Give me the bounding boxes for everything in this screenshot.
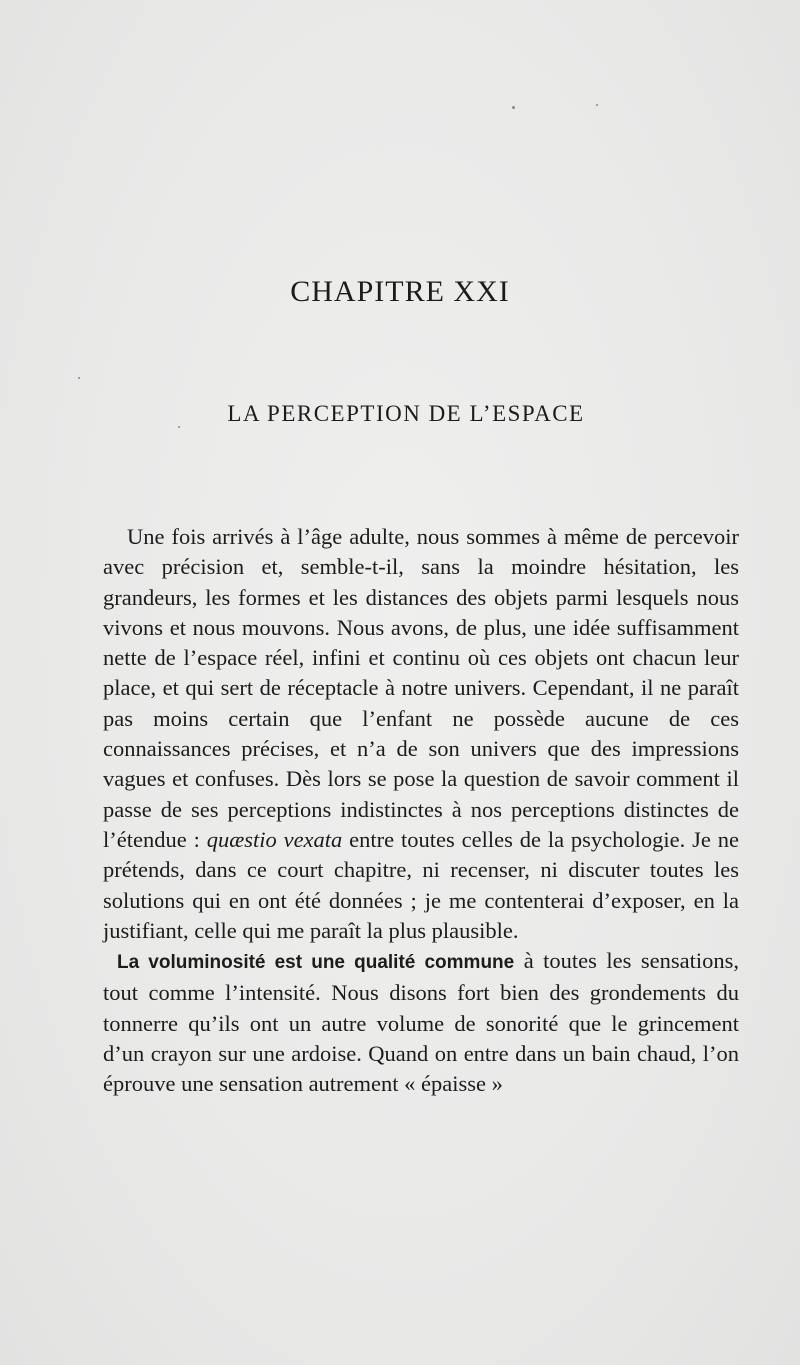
paragraph-2-lead: La voluminosité est une qualité commune [117, 952, 515, 974]
paragraph-2 [103, 946, 739, 1099]
paper-speck [512, 106, 515, 109]
latin-phrase: quæstio vexata [206, 826, 343, 852]
chapter-body [103, 522, 739, 1100]
paper-speck [78, 377, 80, 379]
paragraph-1 [103, 522, 739, 946]
paper-speck [596, 104, 598, 106]
paragraph-1-text-b: entre toutes celles de la psychologie. Je ne prétends, dans ce court chapitre, ni recenser, ni discuter toutes les solutions qui en ont été données ; je me contenterai d’exposer, en la justifiant, celle qui me paraît la plus plausible. [103, 826, 739, 943]
paragraph-1-text-a: Une fois arrivés à l’âge adulte, nous sommes à même de percevoir avec précision et, semble-t-il, sans la moindre hésitation, les grandeurs, les formes et les distances des objets parmi lesquels nous vivons et nous mouvons. Nous avons, de plus, une idée suffisamment nette de l’espace réel, infini et continu où ces objets ont chacun leur place, et qui sert de réceptacle à notre univers. Cependant, il ne paraît pas moins certain que l’enfant ne possède aucune de ces connaissances précises, et n’a de son univers que des impressions vagues et confuses. Dès lors se pose la question de savoir comment il passe de ses perceptions indistinctes à nos perceptions distinctes de l’étendue : [103, 524, 739, 852]
chapter-subtitle: LA PERCEPTION DE L’ESPACE [227, 401, 585, 426]
chapter-title: CHAPITRE XXI [290, 275, 510, 308]
paragraph-2-text: à toutes les sensations, tout comme l’intensité. Nous disons fort bien des grondements du tonnerre qu’ils ont un autre volume de sonorité que le grincement d’un crayon sur une ardoise. Quand on entre dans un bain chaud, l’on éprouve une sensation autrement « épaisse » [103, 948, 739, 1097]
